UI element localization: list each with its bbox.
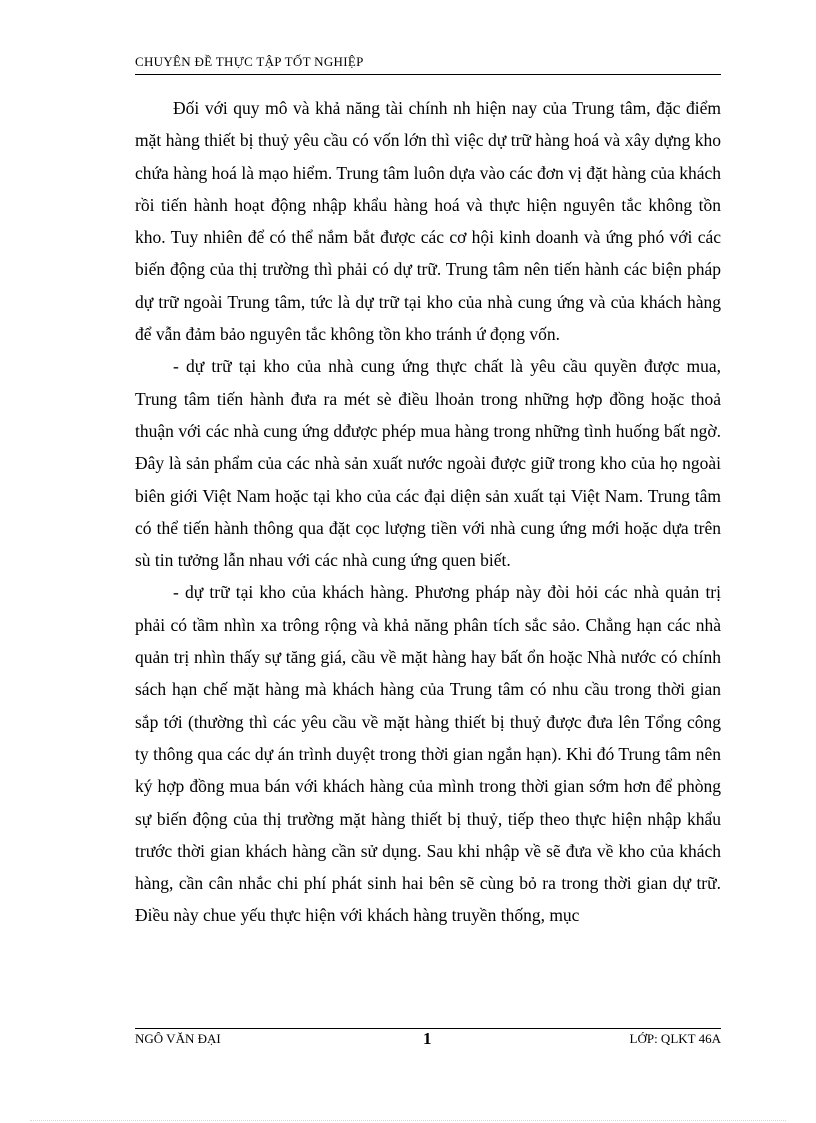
paragraph: Đối với quy mô và khả năng tài chính nh hiện nay của Trung tâm, đặc điểm mặt hàng thiết bị thuỷ yêu cầu có vốn lớn thì việc dự trữ hàng hoá và xây dựng kho chứa hàng hoá là mạo hiểm. Trung tâm luôn dựa vào các đơn vị đặt hàng của khách rồi tiến hành hoạt động nhập khẩu hàng hoá và thực hiện nguyên tắc không tồn kho. Tuy nhiên để có thể nắm bắt được các cơ hội kinh doanh và ứng phó với các biến động của thị trường thì phải có dự trữ. Trung tâm nên tiến hành các biện pháp dự trữ ngoài Trung tâm, tức là dự trữ tại kho của nhà cung ứng và của khách hàng để vẫn đảm bảo nguyên tắc không tồn kho tránh ứ đọng vốn. [135,98,721,345]
header-divider [135,74,721,75]
paragraph: - dự trữ tại kho của nhà cung ứng thực chất là yêu cầu quyền được mua, Trung tâm tiến hành đưa ra mét sè điều lhoản trong những hợp đồng hoặc thoả thuận với các nhà cung ứng dđược phép mua hàng trong những tình huống bất ngờ. Đây là sản phẩm của các nhà sản xuất nước ngoài được giữ trong kho của họ ngoài biên giới Việt Nam hoặc tại kho của các đại diện sản xuất tại Việt Nam. Trung tâm có thể tiến hành thông qua đặt cọc lượng tiền với nhà cung ứng mới hoặc dựa trên sù tin tưởng lẫn nhau với các nhà cung ứng quen biết. [135,356,721,571]
footer-class-label: LỚP: QLKT 46A [629,1031,721,1046]
page-bottom-edge [30,1120,786,1121]
page-header-title: CHUYÊN ĐỀ THỰC TẬP TỐT NGHIỆP [135,54,364,69]
paragraph: - dự trữ tại kho của khách hàng. Phương pháp này đòi hỏi các nhà quản trị phải có tầm nhìn xa trông rộng và khả năng phân tích sắc sảo. Chẳng hạn các nhà quản trị nhìn thấy sự tăng giá, cầu về mặt hàng hay bất ổn hoặc Nhà nước có chính sách hạn chế mặt hàng mà khách hàng của Trung tâm có nhu cầu trong thời gian sắp tới (thường thì các yêu cầu về mặt hàng thiết bị thuỷ được đưa lên Tổng công ty thông qua các dự án trình duyệt trong thời gian ngắn hạn). Khi đó Trung tâm nên ký hợp đồng mua bán với khách hàng của mình trong thời gian sớm hơn để phòng sự biến động của thị trường mặt hàng thiết bị thuỷ, tiếp theo thực hiện nhập khẩu trước thời gian khách hàng cần sử dụng. Sau khi nhập về sẽ đưa về kho của khách hàng, cần cân nhắc chi phí phát sinh hai bên sẽ cùng bỏ ra trong thời gian dự trữ. Điều này chue yếu thực hiện với khách hàng truyền thống, mục [135,582,721,926]
footer-author: NGÔ VĂN ĐẠI [135,1031,221,1046]
document-body [135,92,721,932]
page-footer [135,1031,721,1051]
page-number: 1 [423,1029,432,1048]
